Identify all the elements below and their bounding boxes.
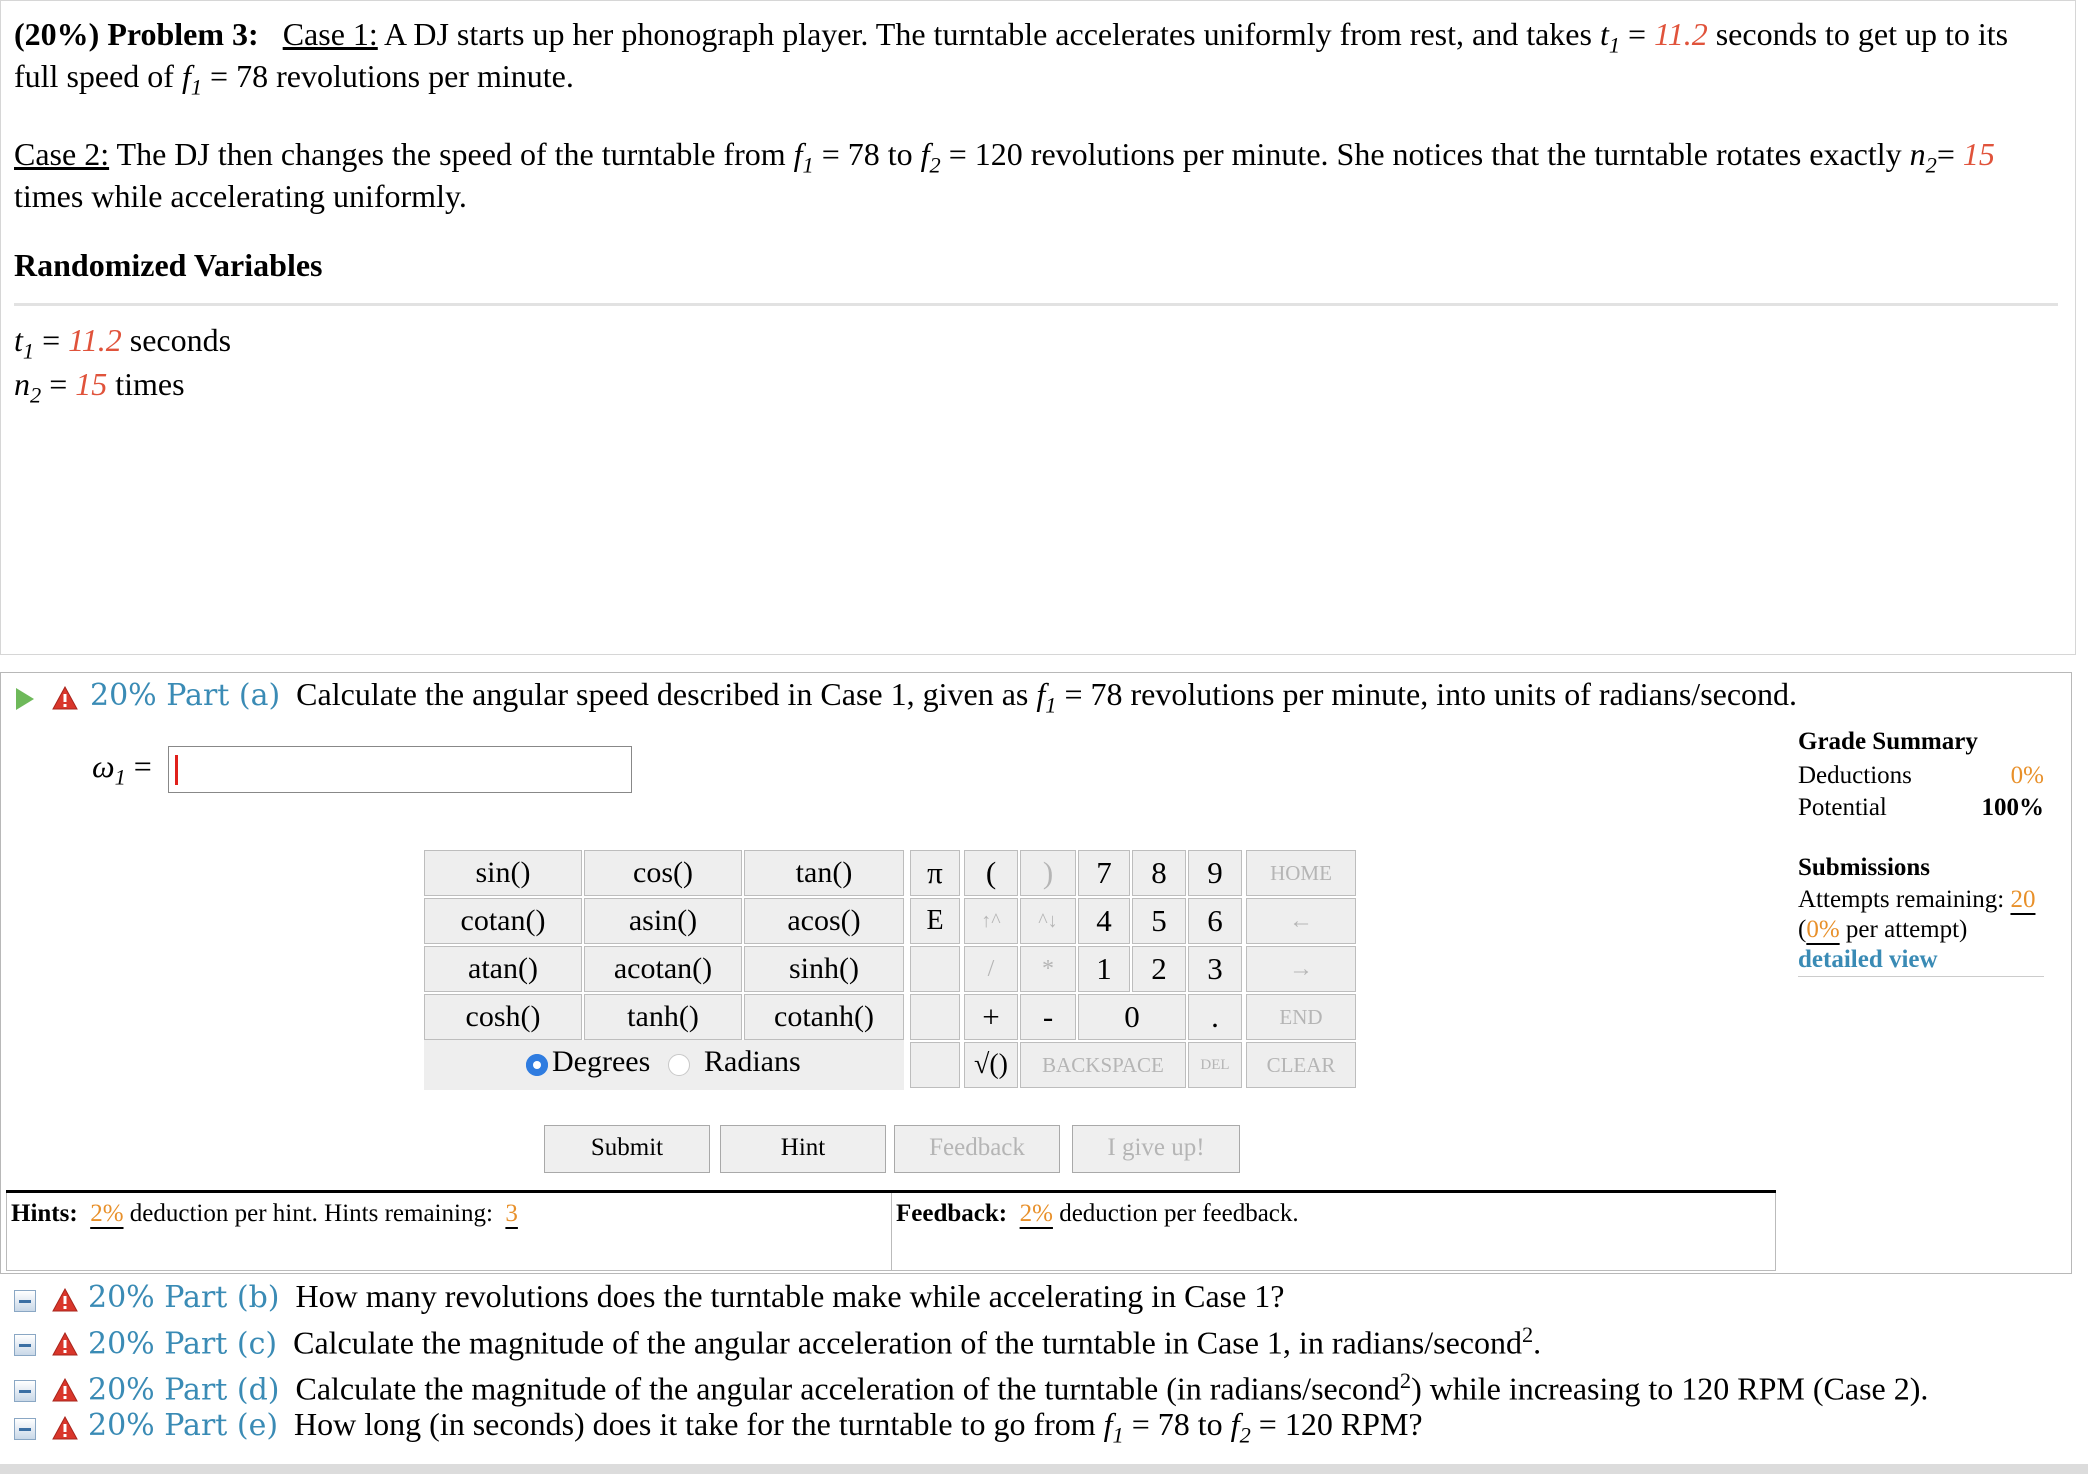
randomized-variables-divider bbox=[14, 303, 2058, 306]
digit-7-button[interactable]: 7 bbox=[1078, 850, 1130, 896]
function-button-cotanh[interactable]: cotanh() bbox=[744, 994, 904, 1040]
divide-button[interactable]: / bbox=[964, 946, 1018, 992]
submit-button[interactable]: Submit bbox=[544, 1125, 710, 1173]
rv-t1-unit: seconds bbox=[121, 322, 232, 358]
case2-text-b: = 78 to bbox=[813, 136, 921, 172]
hints-percent: 2% bbox=[90, 1200, 124, 1227]
blank-key-1 bbox=[910, 946, 960, 992]
function-button-sin[interactable]: sin() bbox=[424, 850, 582, 896]
end-button[interactable]: END bbox=[1246, 994, 1356, 1040]
del-button[interactable]: DEL bbox=[1188, 1042, 1242, 1088]
part-a-question-a: Calculate the angular speed described in Case 1, given as bbox=[296, 676, 1037, 712]
down-button[interactable]: ^↓ bbox=[1020, 898, 1076, 944]
radians-radio[interactable] bbox=[668, 1054, 690, 1076]
randomized-variables-title: Randomized Variables bbox=[14, 247, 323, 283]
hints-text bbox=[11, 1200, 518, 1228]
function-button-sinh[interactable]: sinh() bbox=[744, 946, 904, 992]
part-a-question-b: = 78 revolutions per minute, into units of radians/second. bbox=[1056, 676, 1798, 712]
part-a-heading bbox=[90, 676, 1797, 718]
digit-6-button[interactable]: 6 bbox=[1188, 898, 1242, 944]
feedback-label: Feedback: bbox=[896, 1200, 1008, 1227]
degrees-label: Degrees bbox=[552, 1045, 651, 1078]
case1-text-b: seconds to get up to its bbox=[1707, 16, 2009, 52]
f1-symbol: f bbox=[181, 58, 191, 94]
digit-1-button[interactable]: 1 bbox=[1078, 946, 1130, 992]
deductions-value: 0% bbox=[2010, 762, 2044, 789]
rv-n2-value: 15 bbox=[75, 366, 108, 402]
part-a-f1-subscript: 1 bbox=[1045, 692, 1057, 718]
rv-n2-subscript: 2 bbox=[30, 382, 42, 408]
randomized-n2 bbox=[14, 363, 185, 416]
rv-t1-symbol: t bbox=[14, 322, 23, 358]
part-question-tail: . bbox=[1533, 1324, 1542, 1361]
attempts-label: Attempts remaining: bbox=[1798, 886, 2011, 913]
feedback-description: deduction per feedback. bbox=[1052, 1200, 1299, 1227]
f2-symbol: f bbox=[1230, 1406, 1240, 1442]
sqrt-button[interactable]: √() bbox=[964, 1042, 1018, 1088]
rv-t1-value: 11.2 bbox=[68, 322, 122, 358]
summary-divider bbox=[1798, 976, 2044, 977]
part-question: Calculate the magnitude of the angular acceleration of the turntable (in radians/second bbox=[295, 1370, 1400, 1407]
problem-title: Problem 3: bbox=[107, 16, 259, 52]
t1-symbol: t bbox=[1599, 16, 1609, 52]
part-a-label: 20% Part (a) bbox=[90, 678, 281, 713]
feedback-text bbox=[896, 1200, 1299, 1228]
collapse-icon[interactable] bbox=[14, 1418, 36, 1440]
per-attempt-text: per attempt) bbox=[1839, 916, 1968, 943]
warning-icon bbox=[52, 1332, 78, 1356]
per-attempt-open: ( bbox=[1798, 916, 1807, 943]
per-attempt bbox=[1798, 916, 1967, 944]
hints-remaining: 3 bbox=[505, 1200, 518, 1227]
expand-arrow-icon[interactable] bbox=[16, 688, 34, 710]
problem-statement-box bbox=[0, 0, 2076, 655]
back-arrow-button[interactable]: ← bbox=[1246, 898, 1356, 944]
part-question-mid: = 78 to bbox=[1123, 1406, 1231, 1442]
radians-label: Radians bbox=[704, 1045, 801, 1078]
omega-symbol: ω bbox=[92, 748, 115, 784]
digit-4-button[interactable]: 4 bbox=[1078, 898, 1130, 944]
omega-subscript: 1 bbox=[114, 764, 126, 790]
rv-t1-subscript: 1 bbox=[22, 338, 35, 364]
f1-symbol: f bbox=[1103, 1406, 1113, 1442]
potential-value: 100% bbox=[1981, 794, 2044, 821]
rv-t1-equals: = bbox=[34, 322, 69, 358]
part-question: How long (in seconds) does it take for the turntable to go from bbox=[294, 1406, 1104, 1442]
blank-key-2 bbox=[910, 994, 960, 1040]
degrees-radio[interactable] bbox=[526, 1054, 548, 1076]
problem-weight: (20%) bbox=[14, 16, 100, 52]
problem-case1-line2 bbox=[14, 55, 574, 108]
part-heading[interactable] bbox=[88, 1368, 1928, 1408]
hints-description: deduction per hint. Hints remaining: bbox=[123, 1200, 500, 1227]
submissions-title: Submissions bbox=[1798, 854, 1931, 881]
pi-button[interactable]: π bbox=[910, 850, 960, 896]
warning-icon bbox=[52, 1288, 78, 1312]
backspace-button[interactable]: BACKSPACE bbox=[1020, 1042, 1186, 1088]
part-label: 20% Part (b) bbox=[88, 1280, 280, 1315]
attempts-remaining bbox=[1798, 886, 2035, 914]
collapse-icon[interactable] bbox=[14, 1380, 36, 1402]
part-question-sup: 2 bbox=[1521, 1322, 1534, 1347]
text-cursor bbox=[175, 755, 178, 785]
left-paren-button[interactable]: ( bbox=[964, 850, 1018, 896]
potential-label: Potential bbox=[1798, 794, 1887, 821]
decimal-button[interactable]: . bbox=[1188, 994, 1242, 1040]
digit-9-button[interactable]: 9 bbox=[1188, 850, 1242, 896]
warning-icon bbox=[52, 1378, 78, 1402]
f2-symbol: f bbox=[920, 136, 930, 172]
case1-line2-a: full speed of bbox=[14, 58, 182, 94]
case2-f1-symbol: f bbox=[793, 136, 803, 172]
part-question-tail: ) while increasing to 120 RPM (Case 2). bbox=[1411, 1370, 1929, 1407]
f1-subscript: 1 bbox=[190, 74, 203, 100]
function-button-cotan[interactable]: cotan() bbox=[424, 898, 582, 944]
multiply-button[interactable]: * bbox=[1020, 946, 1076, 992]
digit-2-button[interactable]: 2 bbox=[1132, 946, 1186, 992]
rv-n2-unit: times bbox=[107, 366, 185, 402]
part-heading[interactable] bbox=[88, 1278, 1285, 1315]
digit-5-button[interactable]: 5 bbox=[1132, 898, 1186, 944]
digit-3-button[interactable]: 3 bbox=[1188, 946, 1242, 992]
hints-box bbox=[6, 1193, 891, 1271]
warning-icon bbox=[52, 686, 78, 710]
part-label: 20% Part (e) bbox=[88, 1408, 279, 1443]
case1-line2-b: = 78 revolutions per minute. bbox=[202, 58, 574, 94]
f1-subscript: 1 bbox=[1112, 1422, 1124, 1448]
collapse-icon[interactable] bbox=[14, 1334, 36, 1356]
n2-symbol: n bbox=[1909, 136, 1926, 172]
t1-equals: = bbox=[1620, 16, 1655, 52]
n2-value: 15 bbox=[1962, 136, 1995, 172]
angle-mode-row bbox=[424, 1040, 904, 1090]
function-button-tan[interactable]: tan() bbox=[744, 850, 904, 896]
part-label: 20% Part (d) bbox=[88, 1372, 280, 1408]
digit-8-button[interactable]: 8 bbox=[1132, 850, 1186, 896]
blank-key-3 bbox=[910, 1042, 960, 1088]
function-button-acotan[interactable]: acotan() bbox=[584, 946, 742, 992]
minus-button[interactable]: - bbox=[1020, 994, 1076, 1040]
part-heading[interactable] bbox=[88, 1406, 1423, 1448]
e-button[interactable]: E bbox=[910, 898, 960, 944]
digit-0-button[interactable]: 0 bbox=[1078, 994, 1186, 1040]
hint-button[interactable]: Hint bbox=[720, 1125, 886, 1173]
function-button-tanh[interactable]: tanh() bbox=[584, 994, 742, 1040]
case2-label: Case 2: bbox=[14, 136, 110, 172]
f2-subscript: 2 bbox=[1239, 1422, 1251, 1448]
rv-n2-symbol: n bbox=[14, 366, 30, 402]
forward-arrow-button[interactable]: → bbox=[1246, 946, 1356, 992]
up-button[interactable]: ↑^ bbox=[964, 898, 1018, 944]
deductions-label: Deductions bbox=[1798, 762, 1912, 789]
case2-line2: times while accelerating uniformly. bbox=[14, 178, 467, 214]
part-heading[interactable] bbox=[88, 1322, 1541, 1362]
feedback-button[interactable]: Feedback bbox=[894, 1125, 1060, 1173]
omega-label bbox=[92, 748, 152, 790]
part-question-sup: 2 bbox=[1399, 1368, 1412, 1393]
case1-text-a: A DJ starts up her phonograph player. The turntable accelerates uniformly from rest, and takes bbox=[377, 16, 1600, 52]
bottom-scroll-bar bbox=[0, 1464, 2088, 1474]
feedback-percent: 2% bbox=[1019, 1200, 1053, 1227]
function-button-atan[interactable]: atan() bbox=[424, 946, 582, 992]
function-button-asin[interactable]: asin() bbox=[584, 898, 742, 944]
right-paren-button[interactable]: ) bbox=[1020, 850, 1076, 896]
function-button-cosh[interactable]: cosh() bbox=[424, 994, 582, 1040]
give-up-button[interactable]: I give up! bbox=[1072, 1125, 1240, 1173]
detailed-view-link[interactable]: detailed view bbox=[1798, 946, 1938, 973]
home-button[interactable]: HOME bbox=[1246, 850, 1356, 896]
t1-value: 11.2 bbox=[1654, 16, 1708, 52]
plus-button[interactable]: + bbox=[964, 994, 1018, 1040]
grade-summary-title: Grade Summary bbox=[1798, 728, 1978, 755]
answer-input[interactable] bbox=[168, 746, 632, 793]
case2-f1-subscript: 1 bbox=[802, 152, 814, 178]
function-button-acos[interactable]: acos() bbox=[744, 898, 904, 944]
n2-equals: = bbox=[1936, 136, 1963, 172]
part-question: How many revolutions does the turntable make while accelerating in Case 1? bbox=[295, 1278, 1285, 1314]
feedback-box bbox=[891, 1193, 1776, 1271]
case1-label: Case 1: bbox=[282, 16, 378, 52]
attempts-value: 20 bbox=[2010, 886, 2036, 913]
part-question-end: = 120 RPM? bbox=[1250, 1406, 1423, 1442]
hints-label: Hints: bbox=[11, 1200, 78, 1227]
omega-equals: = bbox=[125, 748, 152, 784]
part-label: 20% Part (c) bbox=[88, 1326, 278, 1362]
per-attempt-value: 0% bbox=[1806, 916, 1840, 943]
part-a-f1-symbol: f bbox=[1036, 676, 1046, 712]
part-question: Calculate the magnitude of the angular acceleration of the turntable in Case 1, in radians/second bbox=[293, 1324, 1522, 1361]
function-button-cos[interactable]: cos() bbox=[584, 850, 742, 896]
case2-text-c: = 120 revolutions per minute. She notices that the turntable rotates exactly bbox=[940, 136, 1910, 172]
rv-n2-equals: = bbox=[41, 366, 76, 402]
t1-subscript: 1 bbox=[1608, 32, 1621, 58]
warning-icon bbox=[52, 1416, 78, 1440]
n2-subscript: 2 bbox=[1925, 152, 1937, 178]
collapse-icon[interactable] bbox=[14, 1290, 36, 1312]
f2-subscript: 2 bbox=[929, 152, 941, 178]
case2-text-a: The DJ then changes the speed of the turntable from bbox=[109, 136, 794, 172]
clear-button[interactable]: CLEAR bbox=[1246, 1042, 1356, 1088]
